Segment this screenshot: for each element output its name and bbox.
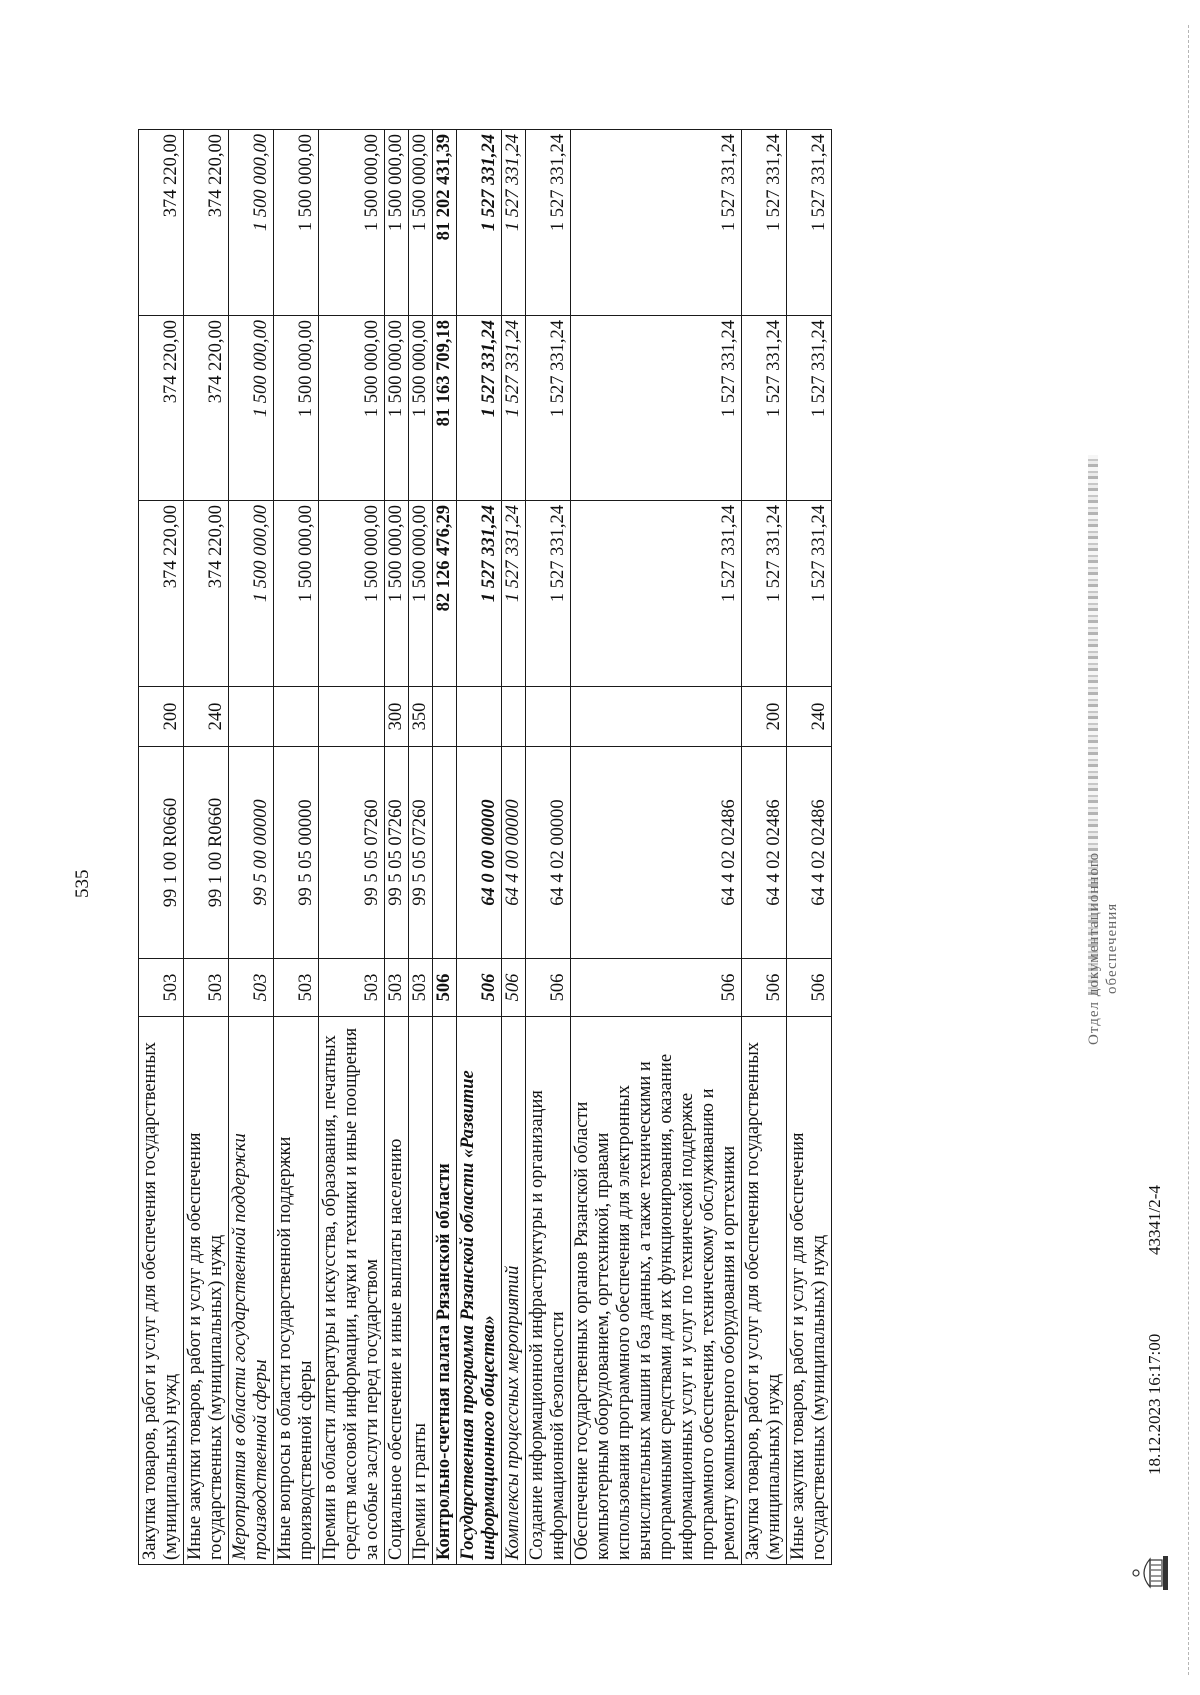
expense-type-cell [274, 687, 319, 747]
amount-year-2-cell: 374 220,00 [184, 316, 229, 501]
target-code-cell: 99 5 05 07260 [385, 747, 409, 959]
amount-year-3-cell: 81 202 431,39 [433, 130, 457, 316]
section-code-cell: 506 [457, 959, 502, 1017]
expense-type-cell [526, 687, 571, 747]
table-row [319, 130, 385, 1565]
amount-year-1-cell: 1 500 000,00 [229, 501, 274, 687]
row-name-cell: Закупка товаров, работ и услуг для обеспечения государственных (муниципальных) нужд [742, 1017, 787, 1565]
expense-type-cell: 200 [742, 687, 787, 747]
budget-table-body [139, 130, 832, 1565]
row-name-cell: Комплексы процессных мероприятий [502, 1017, 526, 1565]
amount-year-1-cell: 1 527 331,24 [787, 501, 832, 687]
section-code-cell: 503 [184, 959, 229, 1017]
amount-year-2-cell: 1 527 331,24 [742, 316, 787, 501]
section-code-cell: 506 [433, 959, 457, 1017]
department-stamp [1085, 852, 1121, 1045]
amount-year-1-cell: 1 500 000,00 [409, 501, 433, 687]
target-code-cell: 64 4 02 02486 [742, 747, 787, 959]
target-code-cell: 99 5 05 07260 [319, 747, 385, 959]
target-code-cell: 99 1 00 R0660 [184, 747, 229, 959]
amount-year-3-cell: 1 527 331,24 [571, 130, 742, 316]
table-row [274, 130, 319, 1565]
amount-year-3-cell: 1 500 000,00 [409, 130, 433, 316]
amount-year-2-cell: 1 527 331,24 [787, 316, 832, 501]
footer-code: 43341/2-4 [1145, 1185, 1164, 1255]
row-name-cell: Контрольно-счетная палата Рязанской области [433, 1017, 457, 1565]
expense-type-cell [319, 687, 385, 747]
amount-year-2-cell: 374 220,00 [139, 316, 184, 501]
section-code-cell: 503 [319, 959, 385, 1017]
stamp-line-2: обеспечения [1104, 902, 1120, 994]
section-code-cell: 503 [274, 959, 319, 1017]
row-name-cell: Мероприятия в области государственной поддержки производственной сферы [229, 1017, 274, 1565]
table-row [139, 130, 184, 1565]
table-row [433, 130, 457, 1565]
expense-type-cell: 200 [139, 687, 184, 747]
table-row [229, 130, 274, 1565]
amount-year-1-cell: 1 527 331,24 [526, 501, 571, 687]
row-name-cell: Закупка товаров, работ и услуг для обеспечения государственных (муниципальных) нужд [139, 1017, 184, 1565]
amount-year-3-cell: 1 527 331,24 [742, 130, 787, 316]
stamp-line-1: Отдел документационного [1086, 851, 1102, 1045]
amount-year-1-cell: 1 500 000,00 [319, 501, 385, 687]
row-name-cell: Иные закупки товаров, работ и услуг для обеспечения государственных (муниципальных) нужд [184, 1017, 229, 1565]
amount-year-1-cell: 1 500 000,00 [385, 501, 409, 687]
amount-year-3-cell: 1 527 331,24 [787, 130, 832, 316]
amount-year-1-cell: 1 527 331,24 [502, 501, 526, 687]
expense-type-cell [502, 687, 526, 747]
amount-year-2-cell: 1 500 000,00 [409, 316, 433, 501]
table-row [787, 130, 832, 1565]
table-row [457, 130, 502, 1565]
table-row [742, 130, 787, 1565]
target-code-cell: 99 1 00 R0660 [139, 747, 184, 959]
amount-year-2-cell: 1 500 000,00 [319, 316, 385, 501]
amount-year-1-cell: 82 126 476,29 [433, 501, 457, 687]
expense-type-cell: 300 [385, 687, 409, 747]
amount-year-2-cell: 1 527 331,24 [457, 316, 502, 501]
row-name-cell: Иные закупки товаров, работ и услуг для обеспечения государственных (муниципальных) нужд [787, 1017, 832, 1565]
table-row [409, 130, 433, 1565]
expense-type-cell: 350 [409, 687, 433, 747]
row-name-cell: Создание информационной инфраструктуры и организация информационной безопасности [526, 1017, 571, 1565]
section-code-cell: 503 [409, 959, 433, 1017]
row-name-cell: Государственная программа Рязанской области «Развитие информационного общества» [457, 1017, 502, 1565]
amount-year-1-cell: 1 527 331,24 [457, 501, 502, 687]
amount-year-2-cell: 1 500 000,00 [229, 316, 274, 501]
budget-table [138, 129, 832, 1565]
target-code-cell: 99 5 00 00000 [229, 747, 274, 959]
page-number: 535 [72, 869, 93, 898]
amount-year-2-cell: 1 527 331,24 [571, 316, 742, 501]
amount-year-3-cell: 374 220,00 [184, 130, 229, 316]
amount-year-2-cell: 1 500 000,00 [274, 316, 319, 501]
expense-type-cell [571, 687, 742, 747]
section-code-cell: 506 [502, 959, 526, 1017]
amount-year-3-cell: 1 500 000,00 [274, 130, 319, 316]
section-code-cell: 506 [526, 959, 571, 1017]
emblem-logo [1130, 1551, 1177, 1595]
expense-type-cell [433, 687, 457, 747]
amount-year-1-cell: 374 220,00 [139, 501, 184, 687]
table-row [526, 130, 571, 1565]
section-code-cell: 503 [139, 959, 184, 1017]
amount-year-3-cell: 1 500 000,00 [319, 130, 385, 316]
row-name-cell: Социальное обеспечение и иные выплаты населению [385, 1017, 409, 1565]
expense-type-cell: 240 [184, 687, 229, 747]
amount-year-1-cell: 374 220,00 [184, 501, 229, 687]
amount-year-2-cell: 1 527 331,24 [502, 316, 526, 501]
table-row [385, 130, 409, 1565]
section-code-cell: 506 [571, 959, 742, 1017]
amount-year-3-cell: 1 527 331,24 [457, 130, 502, 316]
amount-year-1-cell: 1 527 331,24 [742, 501, 787, 687]
row-name-cell: Премии и гранты [409, 1017, 433, 1565]
amount-year-1-cell: 1 527 331,24 [571, 501, 742, 687]
amount-year-3-cell: 374 220,00 [139, 130, 184, 316]
section-code-cell: 506 [742, 959, 787, 1017]
amount-year-3-cell: 1 500 000,00 [385, 130, 409, 316]
section-code-cell: 506 [787, 959, 832, 1017]
amount-year-1-cell: 1 500 000,00 [274, 501, 319, 687]
row-name-cell: Иные вопросы в области государственной поддержки производственной сферы [274, 1017, 319, 1565]
amount-year-2-cell: 1 527 331,24 [526, 316, 571, 501]
target-code-cell: 64 4 02 00000 [526, 747, 571, 959]
target-code-cell [433, 747, 457, 959]
target-code-cell: 64 0 00 00000 [457, 747, 502, 959]
target-code-cell: 99 5 05 00000 [274, 747, 319, 959]
table-row [571, 130, 742, 1565]
section-code-cell: 503 [229, 959, 274, 1017]
amount-year-3-cell: 1 500 000,00 [229, 130, 274, 316]
footer-date: 18.12.2023 16:17:00 [1145, 1333, 1164, 1475]
expense-type-cell [229, 687, 274, 747]
scan-artifact-line [1188, 25, 1189, 1675]
table-row [184, 130, 229, 1565]
target-code-cell: 99 5 05 07260 [409, 747, 433, 959]
amount-year-2-cell: 1 500 000,00 [385, 316, 409, 501]
amount-year-3-cell: 1 527 331,24 [502, 130, 526, 316]
row-name-cell: Обеспечение государственных органов Рязанской области компьютерным оборудованием, оргтехникой, правами использования программного обеспечения для электронных вычислительных машин и баз данных, а также техническими и программными средствами для их функционирования, оказание информационных услуг и услуг по технической поддержке программного обеспечения, техническому обслуживанию и ремонту компьютерного оборудования и оргтехники [571, 1017, 742, 1565]
target-code-cell: 64 4 02 02486 [787, 747, 832, 959]
target-code-cell: 64 4 02 02486 [571, 747, 742, 959]
table-row [502, 130, 526, 1565]
row-name-cell: Премии в области литературы и искусства, образования, печатных средств массовой информации, науки и техники и иные поощрения за особые заслуги перед государством [319, 1017, 385, 1565]
section-code-cell: 503 [385, 959, 409, 1017]
amount-year-3-cell: 1 527 331,24 [526, 130, 571, 316]
amount-year-2-cell: 81 163 709,18 [433, 316, 457, 501]
target-code-cell: 64 4 00 00000 [502, 747, 526, 959]
expense-type-cell: 240 [787, 687, 832, 747]
expense-type-cell [457, 687, 502, 747]
